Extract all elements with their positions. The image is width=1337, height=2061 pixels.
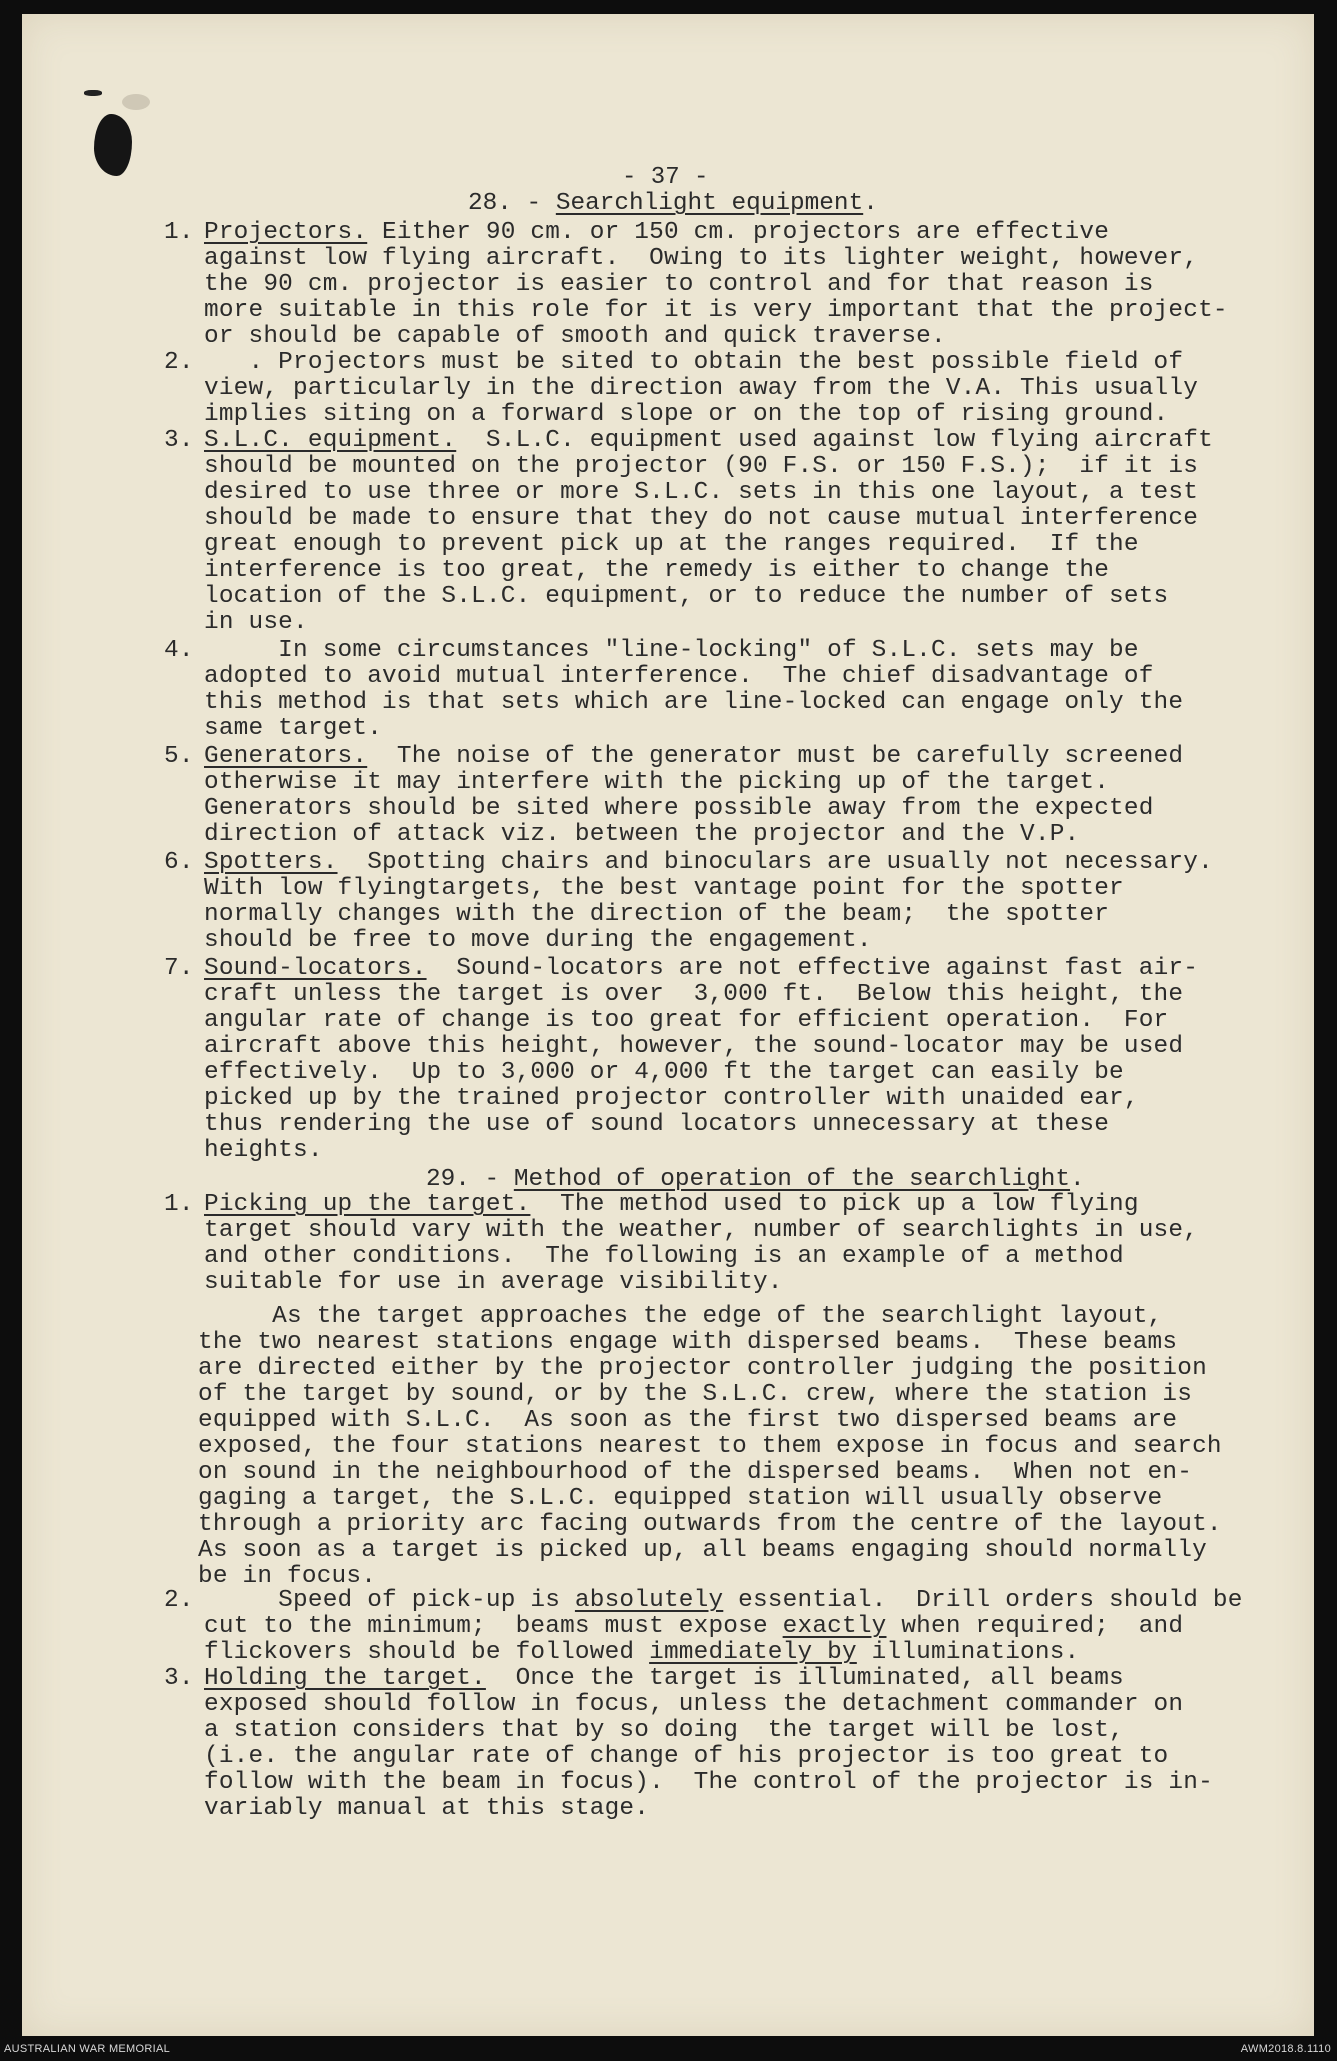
paragraph-number: 1.	[164, 1191, 194, 1218]
text-line: equipped with S.L.C. As soon as the first two dispersed beams are	[198, 1407, 1178, 1434]
section-title-29: 29. - Method of operation of the searchlight.	[426, 1166, 1085, 1193]
text-line: should be made to ensure that they do not cause mutual interference	[204, 505, 1199, 532]
paragraph-heading-line: Projectors. Either 90 cm. or 150 cm. projectors are effective	[204, 219, 1110, 246]
footer-accession-number: AWM2018.8.1110	[1240, 2043, 1331, 2055]
text-line: normally changes with the direction of the beam; the spotter	[204, 901, 1110, 928]
text-line: desired to use three or more S.L.C. sets in this one layout, a test	[204, 479, 1199, 506]
text-line: aircraft above this height, however, the sound-locator may be used	[204, 1033, 1184, 1060]
footer-credit: AUSTRALIAN WAR MEMORIAL	[4, 2043, 171, 2055]
text-line: gaging a target, the S.L.C. equipped station will usually observe	[198, 1485, 1163, 1512]
ink-mark	[84, 90, 102, 96]
text-line: picked up by the trained projector controller with unaided ear,	[204, 1085, 1139, 1112]
text-line: same target.	[204, 715, 383, 742]
paragraph-heading-line: Holding the target. Once the target is illuminated, all beams	[204, 1665, 1124, 1692]
paragraph-number: 6.	[164, 849, 194, 876]
text-line: interference is too great, the remedy is either to change the	[204, 557, 1110, 584]
text-line: thus rendering the use of sound locators unnecessary at these	[204, 1111, 1110, 1138]
section-title-28: 28. - Searchlight equipment.	[468, 190, 878, 217]
text-line: be in focus.	[198, 1563, 377, 1590]
document-page	[22, 14, 1314, 2036]
text-line: adopted to avoid mutual interference. The chief disadvantage of	[204, 663, 1154, 690]
text-line: of the target by sound, or by the S.L.C. crew, where the station is	[198, 1381, 1193, 1408]
text-line: As soon as a target is picked up, all beams engaging should normally	[198, 1537, 1207, 1564]
text-line: heights.	[204, 1137, 323, 1164]
paragraph-heading-line: Spotters. Spotting chairs and binoculars are usually not necessary.	[204, 849, 1213, 876]
text-line: or should be capable of smooth and quick traverse.	[204, 323, 946, 350]
paper-tear	[122, 94, 150, 110]
text-line: . Projectors must be sited to obtain the best possible field of	[204, 349, 1184, 376]
text-line: more suitable in this role for it is very important that the project-	[204, 297, 1228, 324]
text-line: flickovers should be followed immediately by illuminations.	[204, 1639, 1080, 1666]
text-line: this method is that sets which are line-locked can engage only the	[204, 689, 1184, 716]
text-line: angular rate of change is too great for efficient operation. For	[204, 1007, 1169, 1034]
text-line: implies siting on a forward slope or on the top of rising ground.	[204, 401, 1169, 428]
text-line: suitable for use in average visibility.	[204, 1269, 783, 1296]
text-line: on sound in the neighbourhood of the dispersed beams. When not en-	[198, 1459, 1193, 1486]
text-line: Speed of pick-up is absolutely essential. Drill orders should be	[204, 1587, 1243, 1614]
text-line: the two nearest stations engage with dispersed beams. These beams	[198, 1329, 1178, 1356]
text-line: great enough to prevent pick up at the ranges required. If the	[204, 531, 1139, 558]
text-line: otherwise it may interfere with the picking up of the target.	[204, 769, 1110, 796]
text-line: the 90 cm. projector is easier to control and for that reason is	[204, 271, 1154, 298]
text-line: target should vary with the weather, number of searchlights in use,	[204, 1217, 1199, 1244]
text-line: With low flyingtargets, the best vantage point for the spotter	[204, 875, 1124, 902]
text-line: follow with the beam in focus). The control of the projector is in-	[204, 1769, 1213, 1796]
paragraph-number: 5.	[164, 743, 194, 770]
page-number: - 37 -	[622, 164, 709, 191]
ink-blot	[94, 114, 132, 176]
paragraph-heading-line: S.L.C. equipment. S.L.C. equipment used against low flying aircraft	[204, 427, 1213, 454]
text-line: should be free to move during the engagement.	[204, 927, 872, 954]
paragraph-number: 2.	[164, 349, 194, 376]
text-line: location of the S.L.C. equipment, or to reduce the number of sets	[204, 583, 1169, 610]
text-line: and other conditions. The following is an example of a method	[204, 1243, 1124, 1270]
text-line: Generators should be sited where possible away from the expected	[204, 795, 1154, 822]
text-line: through a priority arc facing outwards from the centre of the layout.	[198, 1511, 1222, 1538]
text-line: should be mounted on the projector (90 F.S. or 150 F.S.); if it is	[204, 453, 1199, 480]
text-line: craft unless the target is over 3,000 ft. Below this height, the	[204, 981, 1184, 1008]
paragraph-number: 3.	[164, 1665, 194, 1692]
text-line: exposed, the four stations nearest to them expose in focus and search	[198, 1433, 1222, 1460]
paragraph-number: 1.	[164, 219, 194, 246]
text-line: variably manual at this stage.	[204, 1795, 650, 1822]
text-line: against low flying aircraft. Owing to its lighter weight, however,	[204, 245, 1199, 272]
text-line: are directed either by the projector controller judging the position	[198, 1355, 1207, 1382]
paragraph-heading-line: Sound-locators. Sound-locators are not effective against fast air-	[204, 955, 1199, 982]
text-line: a station considers that by so doing the target will be lost,	[204, 1717, 1124, 1744]
paragraph-heading-line: Generators. The noise of the generator must be carefully screened	[204, 743, 1184, 770]
text-line: in use.	[204, 609, 308, 636]
text-line: direction of attack viz. between the projector and the V.P.	[204, 821, 1080, 848]
paragraph-heading-line: Picking up the target. The method used to pick up a low flying	[204, 1191, 1139, 1218]
paragraph-number: 4.	[164, 637, 194, 664]
paragraph-number: 2.	[164, 1587, 194, 1614]
text-line: cut to the minimum; beams must expose exactly when required; and	[204, 1613, 1184, 1640]
text-line: effectively. Up to 3,000 or 4,000 ft the target can easily be	[204, 1059, 1124, 1086]
text-line: (i.e. the angular rate of change of his projector is too great to	[204, 1743, 1169, 1770]
paragraph-number: 7.	[164, 955, 194, 982]
text-line: In some circumstances "line-locking" of S.L.C. sets may be	[204, 637, 1139, 664]
paragraph-number: 3.	[164, 427, 194, 454]
text-line: view, particularly in the direction away from the V.A. This usually	[204, 375, 1199, 402]
text-line: As the target approaches the edge of the searchlight layout,	[198, 1303, 1163, 1330]
text-line: exposed should follow in focus, unless the detachment commander on	[204, 1691, 1184, 1718]
